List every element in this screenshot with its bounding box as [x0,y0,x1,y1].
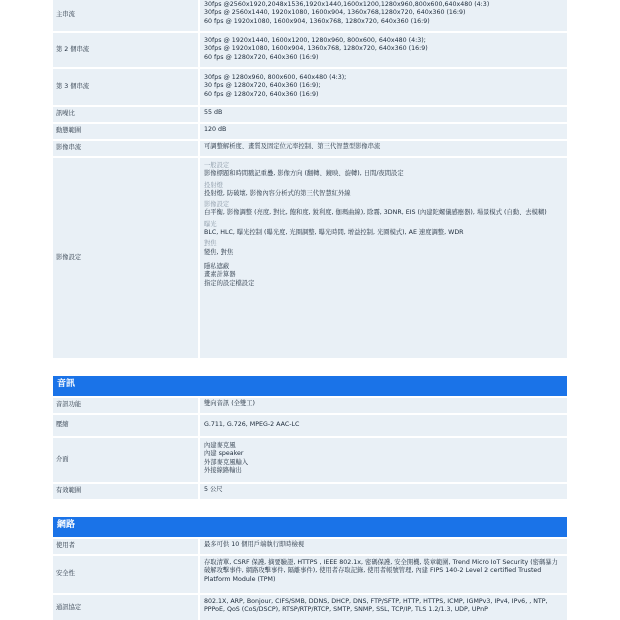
settings-group-title: 曝光 [204,220,217,228]
spec-value: 最多可供 10 個用戶端執行即時檢視 [198,539,567,554]
spec-row-protocols [53,595,567,620]
settings-group-title: 一般設定 [204,162,230,169]
spec-label: 第 2 個串流 [56,45,90,53]
spec-line: 60 fps @ 1280x720, 640x360 (16:9) [204,53,319,61]
settings-group-title: 影像設定 [204,201,230,209]
settings-group-text: 投射燈, 防破壞, 影像內容分析式的第三代智慧紅外線 [204,189,351,197]
settings-group-general [204,162,563,179]
spec-line: 30fps @ 1920x1440, 1600x1200, 1280x960, 800x600, 640x480 (4:3); [204,37,426,44]
spec-row-audio-function [53,398,567,413]
settings-group-image [204,201,563,218]
spec-line: 30 fps @ 1280x720, 640x360 (16:9); [204,82,321,90]
spec-label: 壓縮 [56,421,69,429]
spec-value: 55 dB [198,107,567,122]
spec-line: 30fps @ 2560x1440, 1920x1080, 1600x904, 1360x768,1280x720, 640x360 (16:9) [204,9,466,17]
section-header-audio: 音訊 [53,376,567,396]
spec-label: 訊噪比 [56,110,75,118]
section-header-network: 網路 [53,517,567,537]
spec-row-video-streaming [53,141,567,156]
spec-line: 存取清單, CSRF 保護, 摘要驗證, HTTPS , IEEE 802.1x, 密碼保護, 安全開機, 裝章範圍, Trend Micro IoT Security (密碼暴力破解攻擊事件, 網路攻擊事件, 隔離事件), 使用者存取記錄, 使用者帳號管理, 內建 FIPS 140-2 Level 2 certified Trusted Platform Module (TPM) [204,559,558,583]
settings-extra-line: 隱私遮蔽 [204,262,230,270]
spec-label: 安全性 [56,570,75,578]
spec-line: 外部麥克風輸入 [204,458,249,466]
settings-group-extra [204,263,563,288]
spec-row-third-stream [53,69,567,105]
settings-group-text: 影像標題和時間戳記重疊, 影像方向 (翻轉、鏡映、旋轉), 日間/夜間設定 [204,170,404,178]
spec-table [53,0,567,620]
spec-line: 外接線路輸出 [204,466,242,474]
spec-line: 802.1X, ARP, Bonjour, CIFS/SMB, DDNS, DHCP, DNS, FTP/SFTP, HTTP, HTTPS, ICMP, IGMPv3, IPv4, IPv6, , NTP, PPPoE, QoS (CoS/DSCP), RTSP/RTP/RTCP, SMTP, SNMP, SSL, TCP/IP, TLS 1.2/1.3, UDP, UPnP [204,598,548,614]
spec-line: 內建麥克風 [204,442,236,449]
spec-value [198,69,567,105]
spec-value: 雙向音訊 (全雙工) [198,398,567,413]
spec-value [198,595,567,620]
spec-row-second-stream [53,33,567,67]
spec-line: 內建 speaker [204,450,244,458]
settings-group-text: 變焦, 對焦 [204,248,234,256]
settings-group-text: 白平衡, 影像調整 (亮度, 對比, 飽和度, 銳利度, 伽瑪曲線), 除霧, 3DNR, EIS (內建陀螺儀感應器), 場景模式 (自動、去模糊) [204,209,547,217]
spec-value [198,158,567,358]
spec-row-video-settings [53,158,567,358]
section-gap [53,501,567,517]
settings-group-focus [204,240,563,257]
spec-value [198,556,567,593]
spec-value [198,33,567,67]
spec-line: 30fps @2560x1920,2048x1536,1920x1440,1600x1200,1280x960,800x600,640x480 (4:3) [204,1,490,8]
spec-label: 音訊功能 [56,401,82,409]
spec-value [198,0,567,31]
spec-row-main-stream [53,0,567,31]
settings-group-projector [204,182,563,199]
spec-line: 60 fps @ 1280x720, 640x360 (16:9) [204,90,319,98]
spec-value: G.711, G.726, MPEG-2 AAC-LC [198,415,567,436]
spec-label: 影像串流 [56,144,82,152]
spec-row-dynamic-range [53,124,567,139]
spec-line: 30fps @ 1280x960, 800x600, 640x480 (4:3); [204,74,347,81]
settings-group-title: 對焦 [204,240,217,248]
settings-group-exposure [204,221,563,238]
spec-line: 60 fps @ 1920x1080, 1600x904, 1360x768, 1280x720, 640x360 (16:9) [204,17,430,25]
spec-row-snr [53,107,567,122]
spec-label: 動態範圍 [56,127,82,135]
section-gap [53,360,567,376]
settings-group-text: BLC, HLC, 曝光控制 (曝光度, 光圈調整, 曝光時間, 增益控制, 光圈模式), AE 速度調整, WDR [204,229,464,237]
spec-label: 有效範圍 [56,487,82,495]
spec-line: 30fps @ 1920x1080, 1600x904, 1360x768, 1280x720, 640x360 (16:9) [204,45,428,53]
spec-label: 使用者 [56,542,75,550]
spec-row-audio-interface [53,438,567,482]
spec-label: 影像設定 [56,253,82,261]
spec-label: 通訊協定 [56,603,82,611]
spec-value [198,438,567,482]
spec-label: 介面 [56,455,69,463]
spec-row-audio-range [53,484,567,499]
spec-label: 第 3 個串流 [56,82,90,90]
spec-value: 120 dB [198,124,567,139]
spec-value: 5 公尺 [198,484,567,499]
spec-row-users [53,539,567,554]
spec-value: 可調整解析度、畫質及固定位元率控制、第三代智慧型影像串流 [198,141,567,156]
spec-row-security [53,556,567,593]
spec-row-audio-compression [53,415,567,436]
spec-label: 主串流 [56,10,75,18]
settings-extra-line: 畫素計算器 [204,271,236,279]
settings-extra-line: 指定的設定檔設定 [204,279,255,287]
settings-group-title: 投射燈 [204,181,223,189]
